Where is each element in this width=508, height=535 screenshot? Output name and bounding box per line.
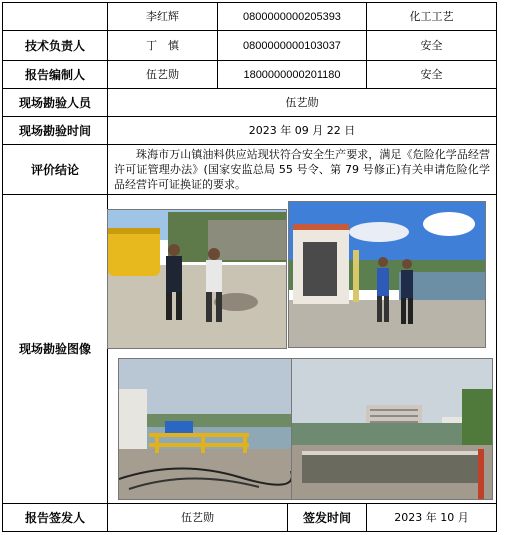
conclusion-text: 珠海市万山镇油料供应站现状符合安全生产要求，满足《危险化学品经营许可证管理办法》(国家安监总局 55 号令、第 79 号修正)有关申请危险化学品经营许可证换证的要求。 <box>114 148 490 191</box>
row0-cert-no: 0800000000205393 <box>217 2 367 31</box>
conclusion-text-cell <box>107 144 497 195</box>
surveyor-label: 现场勘验人员 <box>2 88 108 117</box>
editor-cert-no: 1800000000201180 <box>217 60 367 89</box>
site-photo-2 <box>288 201 486 348</box>
tech-lead-cert-no: 0800000000103037 <box>217 30 367 61</box>
tech-lead-field: 安全 <box>366 30 497 61</box>
tech-lead-name: 丁 慎 <box>107 30 218 61</box>
sign-date-label: 签发时间 <box>287 503 367 532</box>
editor-name: 伍艺勋 <box>107 60 218 89</box>
row0-name: 李红辉 <box>107 2 218 31</box>
tech-lead-label: 技术负责人 <box>2 30 108 61</box>
row0-label <box>2 2 108 31</box>
signer-name: 伍艺勋 <box>107 503 288 532</box>
site-photo-blue-sign-pier-icon <box>119 359 291 499</box>
images-label: 现场勘验图像 <box>2 194 108 504</box>
conclusion-label: 评价结论 <box>2 144 108 195</box>
site-photo-3 <box>118 358 292 500</box>
site-photo-4 <box>291 358 493 500</box>
site-photo-harbor-buildings-icon <box>292 359 492 499</box>
surveyor-value: 伍艺勋 <box>107 88 497 117</box>
editor-label: 报告编制人 <box>2 60 108 89</box>
sign-date-value: 2023 年 10 月 <box>366 503 497 532</box>
site-photo-1 <box>107 209 287 349</box>
row0-field: 化工工艺 <box>366 2 497 31</box>
survey-time-value: 2023 年 09 月 22 日 <box>107 116 497 145</box>
editor-field: 安全 <box>366 60 497 89</box>
site-photo-pump-house-icon <box>289 202 485 347</box>
site-photo-yellow-tank-icon <box>108 210 286 348</box>
signer-label: 报告签发人 <box>2 503 108 532</box>
survey-time-label: 现场勘验时间 <box>2 116 108 145</box>
